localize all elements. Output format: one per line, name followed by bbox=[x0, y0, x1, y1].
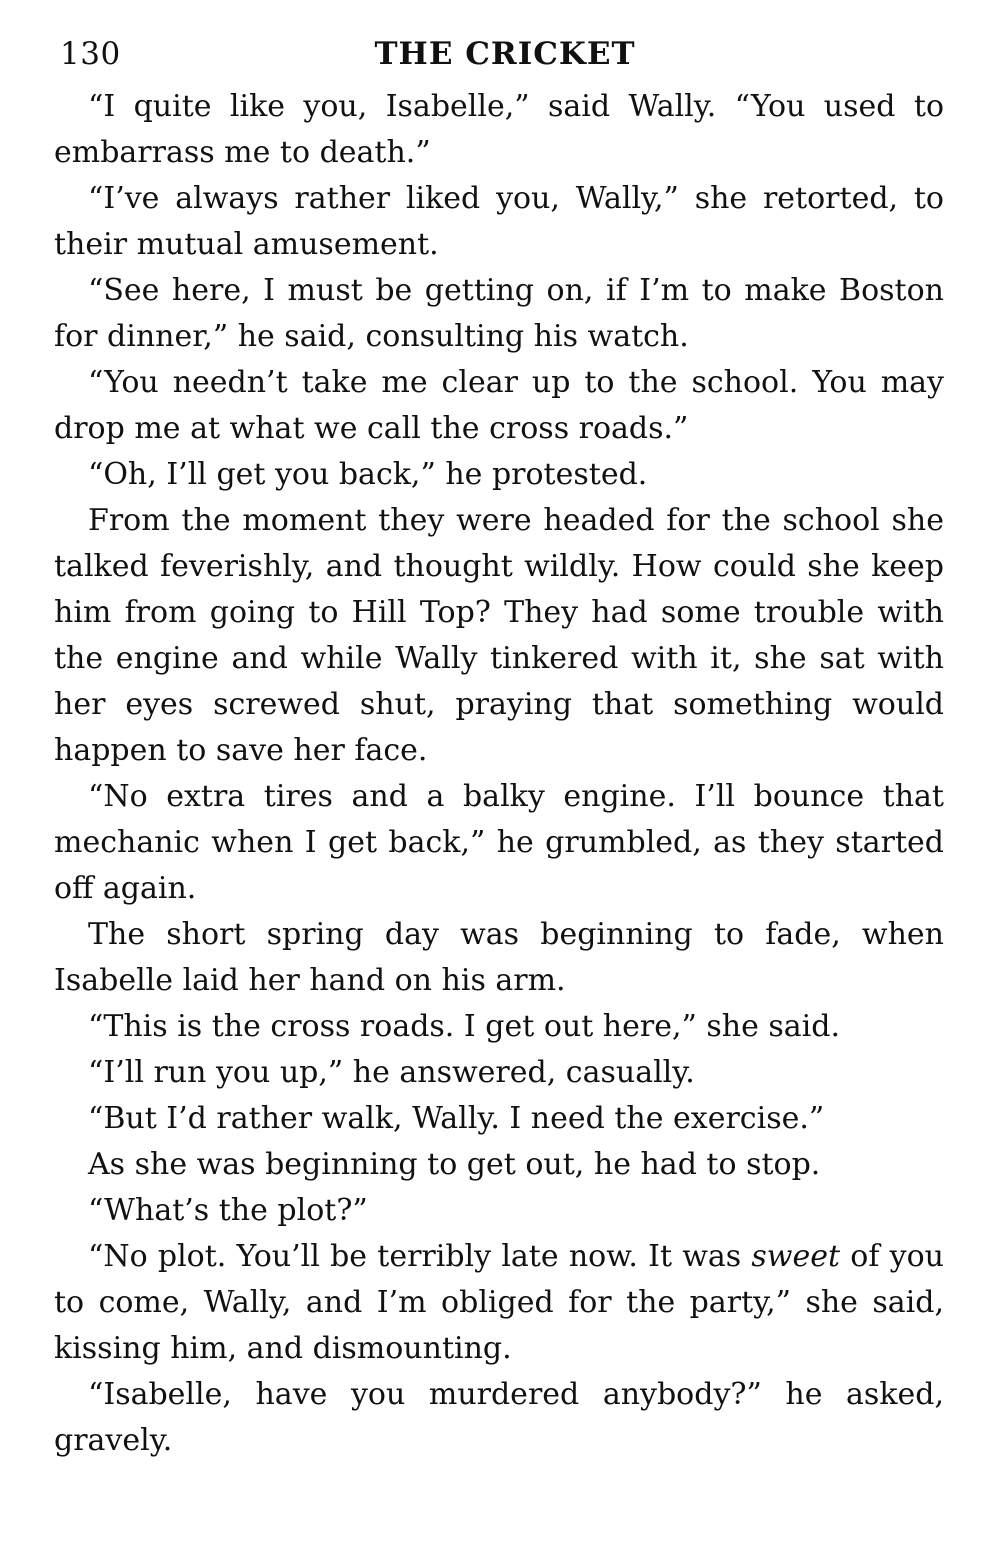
emphasized-word: sweet bbox=[751, 1239, 841, 1274]
book-page bbox=[54, 36, 944, 1464]
paragraph-text: of you to come, Wally, and I’m obliged for the party,” she said, kissing him, and dismounting. bbox=[54, 1239, 944, 1366]
body-text bbox=[54, 84, 944, 1464]
paragraph: “See here, I must be getting on, if I’m to make Boston for dinner,” he said, consulting his watch. bbox=[54, 273, 944, 354]
paragraph: “I’ve always rather liked you, Wally,” she retorted, to their mutual amusement. bbox=[54, 181, 944, 262]
paragraph: “No extra tires and a balky engine. I’ll bounce that mechanic when I get back,” he grumbled, as they started off again. bbox=[54, 779, 944, 906]
paragraph-text: “No plot. You’ll be terribly late now. It was bbox=[88, 1239, 752, 1274]
paragraph: “Oh, I’ll get you back,” he protested. bbox=[88, 457, 648, 492]
paragraph: “You needn’t take me clear up to the school. You may drop me at what we call the cross roads.” bbox=[54, 365, 944, 446]
paragraph: “Isabelle, have you murdered anybody?” he asked, gravely. bbox=[54, 1377, 944, 1458]
page-number: 130 bbox=[60, 36, 121, 72]
paragraph: “This is the cross roads. I get out here,” she said. bbox=[88, 1009, 840, 1044]
page-header bbox=[54, 36, 944, 82]
paragraph: As she was beginning to get out, he had to stop. bbox=[88, 1147, 821, 1182]
paragraph: “I’ll run you up,” he answered, casually. bbox=[88, 1055, 695, 1090]
paragraph bbox=[54, 1234, 944, 1372]
running-title: THE CRICKET bbox=[374, 36, 636, 72]
paragraph: From the moment they were headed for the school she talked feverishly, and thought wildly. How could she keep him from going to Hill Top? They had some trouble with the engine and while Wally tinkered with it, she sat with her eyes screwed shut, praying that something would happen to save her face. bbox=[54, 503, 944, 768]
paragraph: “What’s the plot?” bbox=[88, 1193, 368, 1228]
paragraph: “I quite like you, Isabelle,” said Wally. “You used to embarrass me to death.” bbox=[54, 89, 944, 170]
paragraph: The short spring day was beginning to fade, when Isabelle laid her hand on his arm. bbox=[54, 917, 944, 998]
paragraph: “But I’d rather walk, Wally. I need the exercise.” bbox=[88, 1101, 825, 1136]
